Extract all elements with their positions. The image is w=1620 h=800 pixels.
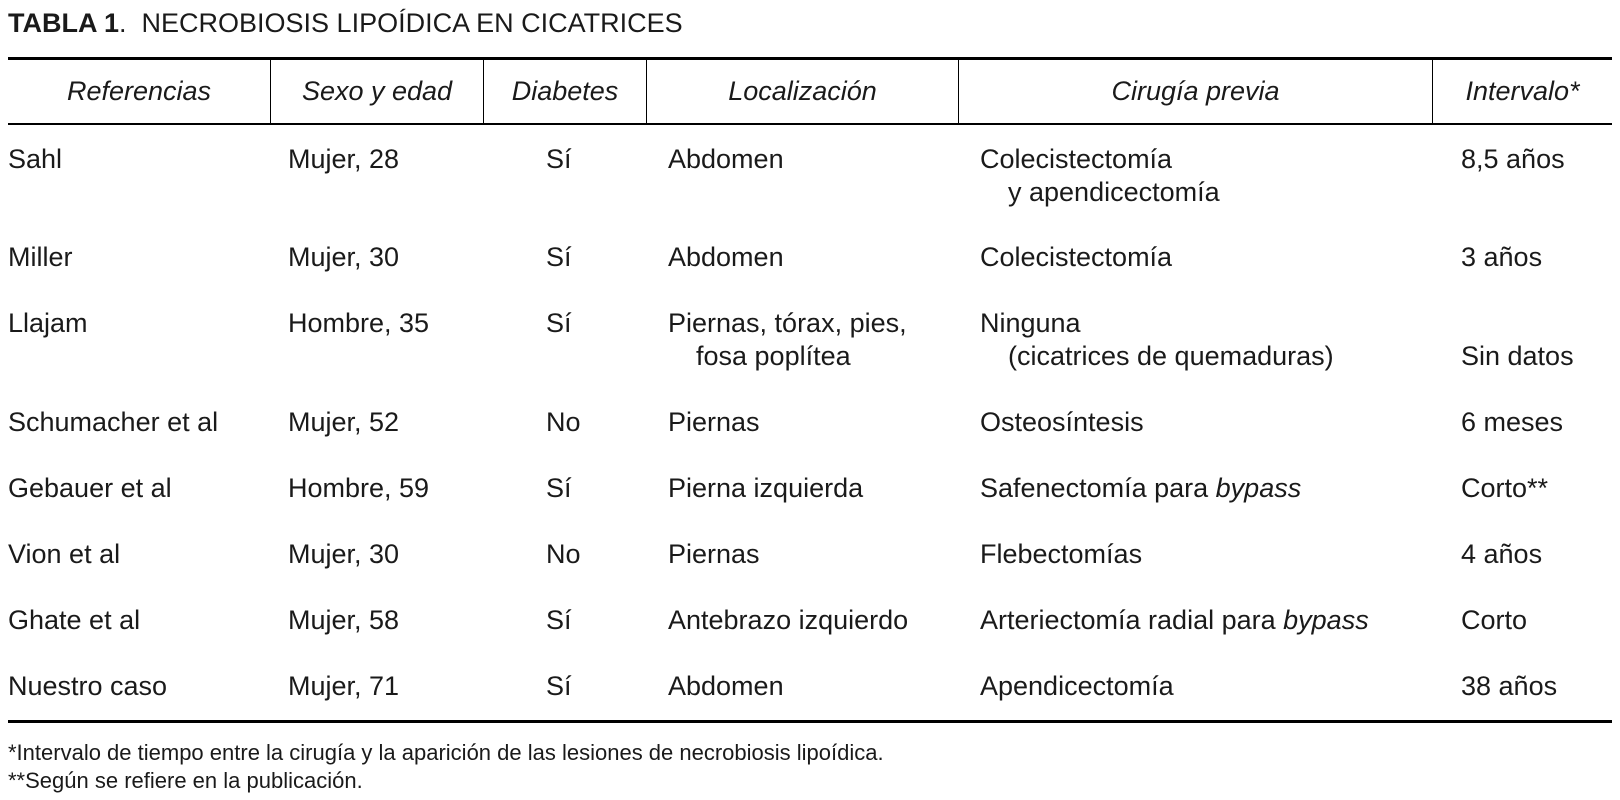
cell-cirugia-previa: Ninguna (cicatrices de quemaduras) xyxy=(980,308,1334,371)
cell-diabetes: Sí xyxy=(546,473,572,503)
cell-referencia: Nuestro caso xyxy=(8,671,168,701)
table-title: TABLA 1. NECROBIOSIS LIPOÍDICA EN CICATRICES xyxy=(8,8,683,38)
cell-localizacion: Abdomen xyxy=(668,671,784,701)
cell-cirugia-previa: Flebectomías xyxy=(980,539,1143,569)
footnote: *Intervalo de tiempo entre la cirugía y la aparición de las lesiones de necrobiosis lipoídica. xyxy=(8,740,884,765)
cell-diabetes: Sí xyxy=(546,144,572,174)
cell-referencia: Vion et al xyxy=(8,539,121,569)
cell-localizacion: Piernas xyxy=(668,407,760,437)
cell-localizacion: Piernas, tórax, pies, fosa poplítea xyxy=(668,308,907,371)
cell-intervalo: Corto xyxy=(1461,605,1528,635)
cell-sexo-edad: Mujer, 28 xyxy=(288,144,400,174)
cell-intervalo: 38 años xyxy=(1461,671,1558,701)
cell-intervalo: 6 meses xyxy=(1461,407,1564,437)
table-number: TABLA 1 xyxy=(8,8,119,38)
cell-sexo-edad: Mujer, 30 xyxy=(288,242,400,272)
cell-localizacion: Pierna izquierda xyxy=(668,473,864,503)
cell-localizacion: Antebrazo izquierdo xyxy=(668,605,909,635)
cell-referencia: Gebauer et al xyxy=(8,473,172,503)
cell-diabetes: Sí xyxy=(546,242,572,272)
bottom-rule xyxy=(8,720,1612,723)
cell-cirugia-previa: Osteosíntesis xyxy=(980,407,1144,437)
footnote: **Según se refiere en la publicación. xyxy=(8,768,363,793)
cell-intervalo: Corto** xyxy=(1461,473,1549,503)
cell-cirugia-previa: Safenectomía para bypass xyxy=(980,473,1302,503)
table-caption: NECROBIOSIS LIPOÍDICA EN CICATRICES xyxy=(141,8,683,38)
cell-cirugia-previa: Colecistectomía y apendicectomía xyxy=(980,144,1220,207)
cell-referencia: Llajam xyxy=(8,308,88,338)
cell-sexo-edad: Mujer, 52 xyxy=(288,407,400,437)
cell-localizacion: Abdomen xyxy=(668,242,784,272)
header-intervalo: Intervalo* xyxy=(1465,76,1580,106)
header-sexo-edad: Sexo y edad xyxy=(301,76,453,106)
cell-localizacion: Piernas xyxy=(668,539,760,569)
cell-sexo-edad: Mujer, 58 xyxy=(288,605,400,635)
cell-diabetes: Sí xyxy=(546,605,572,635)
cell-diabetes: Sí xyxy=(546,308,572,338)
cell-intervalo: Sin datos xyxy=(1461,341,1574,371)
header-diabetes: Diabetes xyxy=(511,76,619,106)
cell-intervalo: 8,5 años xyxy=(1461,144,1565,174)
header-rule xyxy=(8,123,1612,125)
header-referencias: Referencias xyxy=(66,76,212,106)
cell-cirugia-previa: Colecistectomía xyxy=(980,242,1173,272)
cell-sexo-edad: Mujer, 71 xyxy=(288,671,400,701)
cell-intervalo: 3 años xyxy=(1461,242,1543,272)
cell-intervalo: 4 años xyxy=(1461,539,1543,569)
cell-localizacion: Abdomen xyxy=(668,144,784,174)
cell-sexo-edad: Mujer, 30 xyxy=(288,539,400,569)
cell-diabetes: Sí xyxy=(546,671,572,701)
cell-referencia: Sahl xyxy=(8,144,63,174)
cell-diabetes: No xyxy=(546,539,581,569)
cell-referencia: Ghate et al xyxy=(8,605,141,635)
cell-referencia: Schumacher et al xyxy=(8,407,219,437)
header-cirugia-previa: Cirugía previa xyxy=(1111,76,1280,106)
header-localizacion: Localización xyxy=(728,76,877,106)
cell-diabetes: No xyxy=(546,407,581,437)
cell-cirugia-previa: Apendicectomía xyxy=(980,671,1174,701)
cell-cirugia-previa: Arteriectomía radial para bypass xyxy=(980,605,1369,635)
cell-sexo-edad: Hombre, 59 xyxy=(288,473,430,503)
cell-referencia: Miller xyxy=(8,242,73,272)
cell-sexo-edad: Hombre, 35 xyxy=(288,308,430,338)
